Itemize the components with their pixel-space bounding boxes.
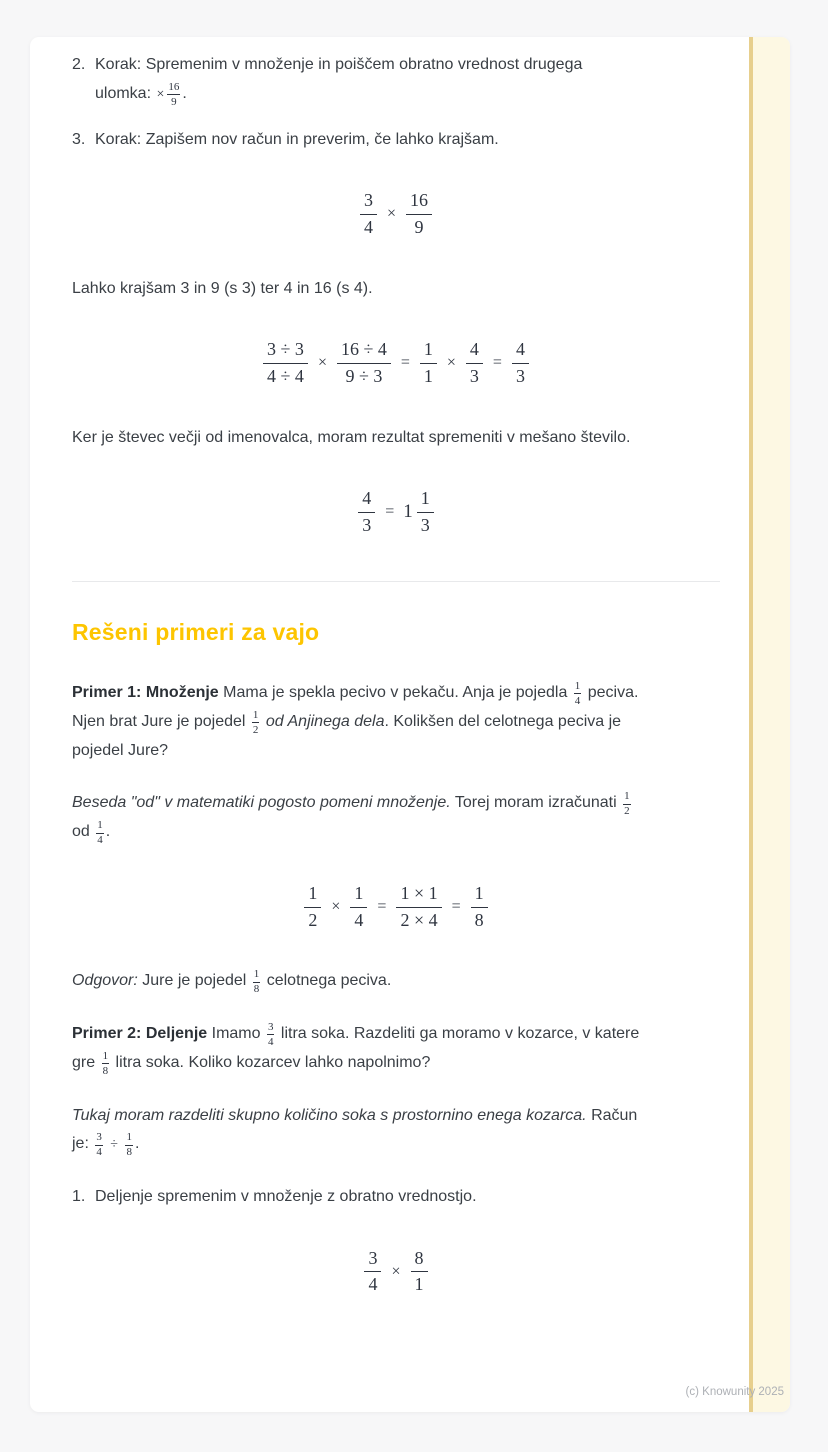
numerator: 1 <box>102 1051 110 1065</box>
whole-number: 1 <box>403 501 413 523</box>
text-run: Korak: Zapišem nov račun in preverim, če lahko krajšam. <box>95 130 499 148</box>
text-run: Odgovor: <box>72 972 138 990</box>
fraction <box>420 339 437 387</box>
math-operator: = <box>492 354 502 372</box>
denominator: 2 × 4 <box>400 909 438 930</box>
fraction <box>337 339 391 387</box>
list-item <box>72 126 720 155</box>
math-operator: = <box>400 354 410 372</box>
fraction <box>360 190 377 238</box>
paragraph <box>72 1102 720 1160</box>
text-run <box>105 1135 109 1152</box>
denominator: 4 <box>96 1146 102 1159</box>
section-divider <box>72 581 720 582</box>
text-run <box>119 1135 123 1152</box>
denominator: 1 <box>423 365 433 386</box>
numerator: 16 <box>167 82 180 96</box>
numerator: 3 <box>267 1022 275 1036</box>
math-operator: = <box>377 897 387 915</box>
numerator: 16 <box>406 190 432 215</box>
math-operator: = <box>451 897 461 915</box>
denominator: 4 <box>354 909 364 930</box>
fraction <box>417 488 434 536</box>
fraction <box>358 488 375 536</box>
paragraph <box>72 789 720 847</box>
text-run: . <box>182 84 187 102</box>
text-run: . <box>105 823 111 841</box>
document-content <box>30 37 790 1412</box>
math-operator: × <box>386 205 397 223</box>
ordered-list <box>72 51 720 154</box>
math-operator: × <box>391 1262 401 1280</box>
fraction <box>466 339 483 387</box>
fraction <box>263 339 308 387</box>
list-marker: 3. <box>72 130 86 148</box>
math-operator: = <box>385 503 395 521</box>
numerator: 1 <box>304 883 321 908</box>
text-run: gre <box>72 1053 100 1071</box>
text-run: . <box>134 1135 140 1153</box>
text-run: ulomka: <box>95 84 156 102</box>
denominator: 9 <box>171 95 177 108</box>
text-run: litra soka. Koliko kozarcev lahko napolnimo? <box>111 1053 431 1071</box>
numerator: 1 <box>417 488 434 513</box>
text-run: Tukaj moram razdeliti skupno količino soka s prostornino enega kozarca. <box>72 1106 587 1124</box>
text-run: Njen brat Jure je pojedel <box>72 712 250 730</box>
denominator: 2 <box>624 805 630 818</box>
numerator: 1 × 1 <box>396 883 441 908</box>
paragraph <box>72 679 720 765</box>
numerator: 1 <box>125 1132 133 1146</box>
numerator: 1 <box>471 883 488 908</box>
fraction <box>304 883 321 931</box>
inline-fraction <box>102 1051 110 1077</box>
fraction <box>396 883 441 931</box>
denominator: 3 <box>420 514 430 535</box>
inline-fraction <box>623 791 631 817</box>
numerator: 8 <box>411 1248 428 1273</box>
denominator: 9 <box>414 216 424 237</box>
fraction <box>350 883 367 931</box>
text-run: Primer 1: Množenje <box>72 683 219 701</box>
numerator: 4 <box>512 339 529 364</box>
paragraph <box>72 424 720 453</box>
denominator: 9 ÷ 3 <box>345 365 383 386</box>
document-card <box>30 37 790 1412</box>
denominator: 2 <box>308 909 318 930</box>
denominator: 4 <box>368 1274 378 1295</box>
denominator: 4 <box>267 1035 274 1048</box>
numerator: 1 <box>96 820 104 834</box>
numerator: 1 <box>253 969 261 983</box>
math-operator: × <box>446 354 456 372</box>
math-formula <box>72 1248 720 1296</box>
text-run: Beseda "od" v matematiki pogosto pomeni množenje. <box>72 794 451 812</box>
numerator: 4 <box>358 488 375 513</box>
math-formula <box>72 883 720 931</box>
section-heading: Rešeni primeri za vajo <box>72 618 320 645</box>
fraction <box>471 883 488 931</box>
copyright-text: (c) Knowunity 2025 <box>685 1386 784 1399</box>
denominator: 8 <box>253 983 260 996</box>
denominator: 4 <box>97 834 103 847</box>
text-run: od <box>72 823 95 841</box>
text-run: pojedel Jure? <box>72 741 169 759</box>
list-item <box>72 1183 720 1212</box>
math-formula <box>72 488 720 536</box>
text-run: Primer 2: Deljenje <box>72 1024 208 1042</box>
paragraph <box>72 275 720 304</box>
numerator: 1 <box>252 710 260 724</box>
denominator: 3 <box>469 365 479 386</box>
math-formula <box>72 190 720 238</box>
text-run: Račun <box>586 1106 638 1124</box>
text-run: celotnega peciva. <box>262 972 392 990</box>
text-run: Torej moram izračunati <box>450 794 622 812</box>
text-run: litra soka. Razdeliti ga moramo v kozarce, v katere <box>276 1024 640 1042</box>
text-run: Jure je pojedel <box>137 972 251 990</box>
paragraph <box>72 967 720 996</box>
text-run: . Kolikšen del celotnega peciva je <box>384 712 622 730</box>
math-formula <box>72 339 720 387</box>
math-operator: × <box>317 354 327 372</box>
numerator: 1 <box>574 681 582 695</box>
inline-fraction <box>96 820 104 846</box>
denominator: 2 <box>252 723 259 736</box>
text-run: od Anjinega dela <box>265 712 385 730</box>
denominator: 4 ÷ 4 <box>267 365 304 386</box>
fraction <box>411 1248 428 1296</box>
inline-fraction <box>167 82 180 108</box>
text-run: Imamo <box>207 1024 265 1042</box>
denominator: 8 <box>102 1064 109 1077</box>
text-run: Korak: Spremenim v množenje in poiščem obratno vrednost drugega <box>95 56 583 73</box>
list-item-text <box>95 1183 720 1212</box>
accent-stripe <box>749 37 790 1412</box>
inline-fraction <box>253 969 261 995</box>
list-marker: 2. <box>72 56 86 73</box>
text-run: Deljenje spremenim v množenje z obratno vrednostjo. <box>95 1188 477 1206</box>
text-run: Ker je števec večji od imenovalca, moram rezultat spremeniti v mešano število. <box>72 428 631 446</box>
numerator: 16 ÷ 4 <box>337 339 391 364</box>
paragraph <box>72 1020 720 1078</box>
text-run: Lahko krajšam 3 in 9 (s 3) ter 4 in 16 (s 4). <box>72 279 373 297</box>
denominator: 3 <box>515 365 525 386</box>
list-item-text <box>95 51 720 109</box>
numerator: 3 <box>364 1248 381 1273</box>
text-run: peciva. <box>583 683 639 701</box>
numerator: 1 <box>350 883 367 908</box>
page-background <box>0 37 828 1412</box>
inline-fraction <box>125 1132 133 1158</box>
text-run: je: <box>72 1135 94 1153</box>
inline-fraction <box>267 1022 275 1048</box>
denominator: 3 <box>362 514 372 535</box>
ordered-list <box>72 1183 720 1212</box>
text-run: Mama je spekla pecivo v pekaču. Anja je pojedla <box>218 683 572 701</box>
denominator: 1 <box>414 1274 424 1295</box>
fraction <box>512 339 529 387</box>
inline-fraction <box>252 710 260 736</box>
list-item <box>72 51 720 109</box>
fraction <box>364 1248 381 1296</box>
math-operator: × <box>331 897 341 915</box>
math-operator: × <box>156 86 165 102</box>
numerator: 1 <box>420 339 437 364</box>
math-operator: ÷ <box>110 1137 118 1153</box>
denominator: 4 <box>574 694 581 707</box>
list-marker: 1. <box>72 1188 86 1206</box>
inline-fraction <box>574 681 582 707</box>
fraction <box>406 190 432 238</box>
numerator: 3 ÷ 3 <box>263 339 308 364</box>
numerator: 1 <box>623 791 631 805</box>
denominator: 8 <box>474 909 484 930</box>
inline-fraction <box>95 1132 103 1158</box>
numerator: 3 <box>360 190 377 215</box>
numerator: 3 <box>95 1132 103 1146</box>
numerator: 4 <box>466 339 483 364</box>
list-item-text <box>95 126 720 155</box>
denominator: 8 <box>126 1146 132 1159</box>
denominator: 4 <box>363 216 373 237</box>
